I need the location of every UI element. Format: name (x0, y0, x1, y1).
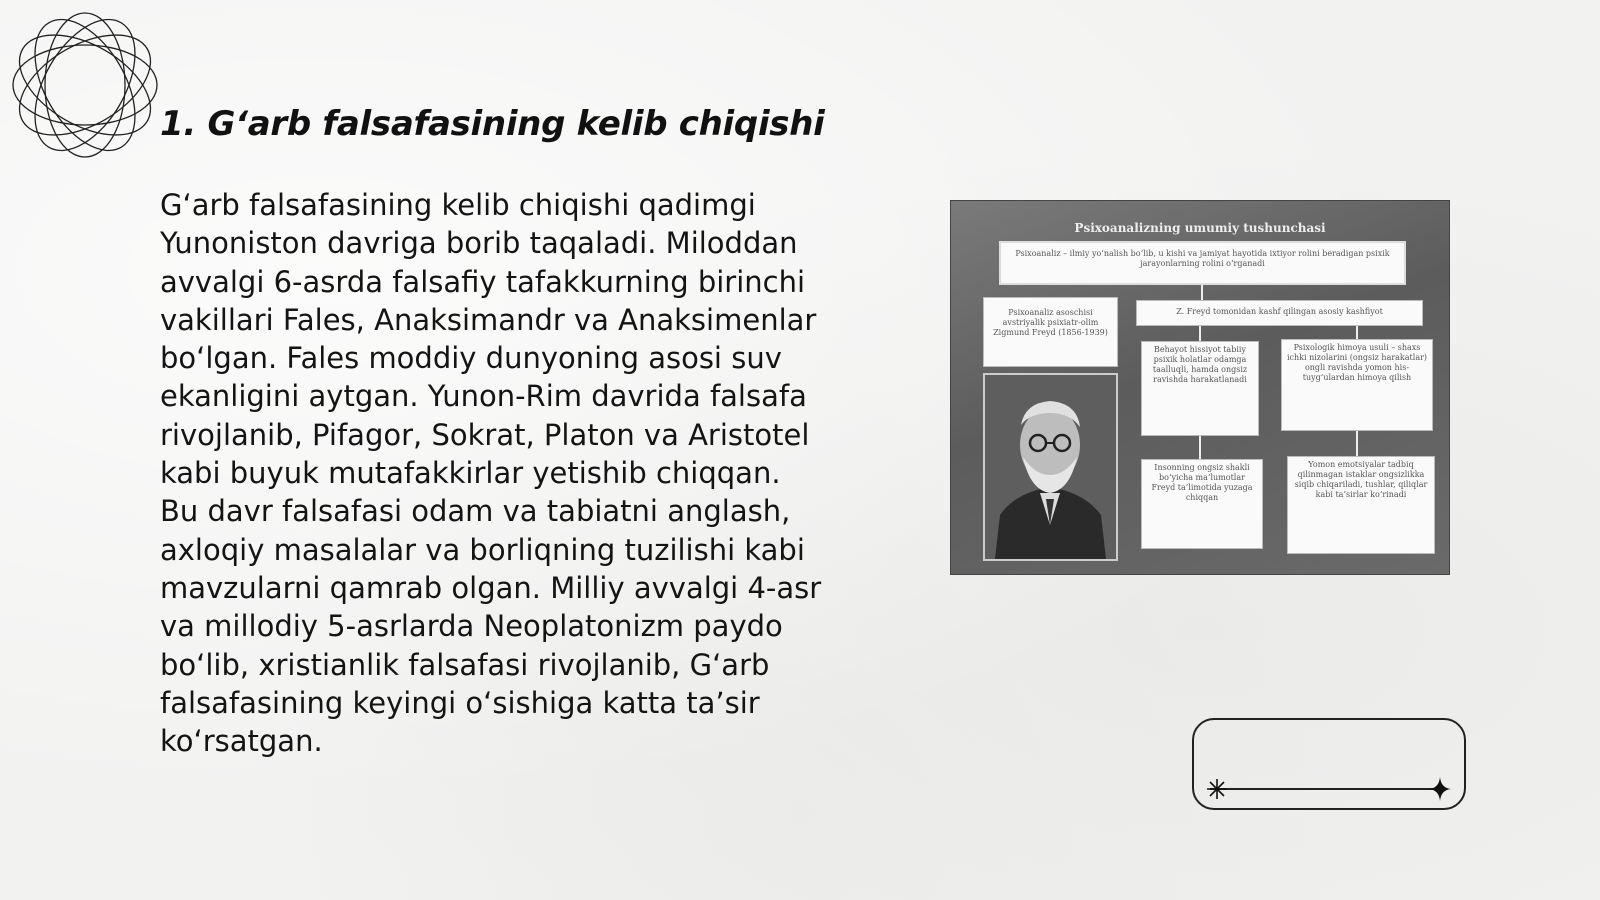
body-line: avvalgi 6-asrda falsafiy tafakkurning birinchi (160, 264, 806, 299)
body-line: ekanligini aytgan. Yunon-Rim davrida falsafa (160, 379, 807, 414)
embedded-box-1: Behayot hissiyot tabiiy psixik holatlar odamga taalluqli, hamda ongsiz ravishda harakatlanadi (1141, 341, 1259, 436)
portrait-icon (985, 375, 1116, 559)
embedded-side-label: Psixoanaliz asoschisi avstriyalik psixiatr-olim Zigmund Freyd (1856-1939) (983, 297, 1118, 367)
connector-line (1356, 326, 1358, 339)
body-line: mavzularni qamrab olgan. Milliy avvalgi 4-asr (160, 570, 822, 605)
body-line: falsafasining keyingi o‘sishiga katta ta’sir (160, 685, 760, 720)
embedded-top-box: Psixoanaliz – ilmiy yo‘nalish bo‘lib, u kishi va jamiyat hayotida ixtiyor rolini beradigan psixik jarayonlarning rolini o‘rganadi (999, 241, 1406, 285)
embedded-title: Psixoanalizning umumiy tushunchasi (1074, 221, 1326, 235)
body-line: va millodiy 5-asrlarda Neoplatonizm paydo (160, 609, 783, 644)
ornament-icon (10, 10, 160, 160)
slide-title: 1. G‘arb falsafasining kelib chiqishi (160, 104, 825, 144)
connector-line (1356, 431, 1358, 456)
decorative-line (1210, 788, 1444, 790)
embedded-diagram-image (950, 200, 1450, 575)
body-line: Yunoniston davriga borib taqaladi. Miloddan (160, 226, 798, 261)
embedded-box-4: Yomon emotsiyalar tadbiq qilinmagan istaklar ongsizlikka siqib chiqariladi, tushlar, qiliqlar kabi ta’sirlar ko‘rinadi (1287, 456, 1435, 554)
body-line: ko‘rsatgan. (160, 724, 323, 759)
sparkle-icon (1206, 778, 1228, 800)
body-line: Bu davr falsafasi odam va tabiatni anglash, (160, 494, 791, 529)
body-line: axloqiy masalalar va borliqning tuzilishi kabi (160, 532, 805, 567)
star-icon (1428, 776, 1452, 802)
portrait-photo (983, 373, 1118, 561)
body-line: kabi buyuk mutafakkirlar yetishib chiqqan. (160, 456, 781, 491)
embedded-box-3: Insonning ongsiz shakli bo‘yicha ma’lumotlar Freyd ta’limotida yuzaga chiqqan (1141, 459, 1263, 549)
decorative-rounded-box (1192, 718, 1466, 810)
embedded-box-2: Psixologik himoya usuli – shaxs ichki nizolarini (ongsiz harakatlar) ongli ravishda yomon his-tuyg‘ulardan himoya qilish (1281, 339, 1433, 431)
embedded-kashf-box: Z. Freyd tomonidan kashf qilingan asosiy kashfiyot (1136, 300, 1423, 326)
body-line: bo‘lib, xristianlik falsafasi rivojlanib, G‘arb (160, 647, 770, 682)
body-line: rivojlanib, Pifagor, Sokrat, Platon va Aristotel (160, 417, 810, 452)
body-line: vakillari Fales, Anaksimandr va Anaksimenlar (160, 302, 817, 337)
body-line: bo‘lgan. Fales moddiy dunyoning asosi suv (160, 341, 782, 376)
slide-body-text (160, 186, 850, 760)
connector-line (1199, 436, 1201, 459)
body-line: G‘arb falsafasining kelib chiqishi qadimgi (160, 188, 756, 222)
connector-line (1201, 285, 1203, 300)
connector-line (1199, 326, 1201, 341)
